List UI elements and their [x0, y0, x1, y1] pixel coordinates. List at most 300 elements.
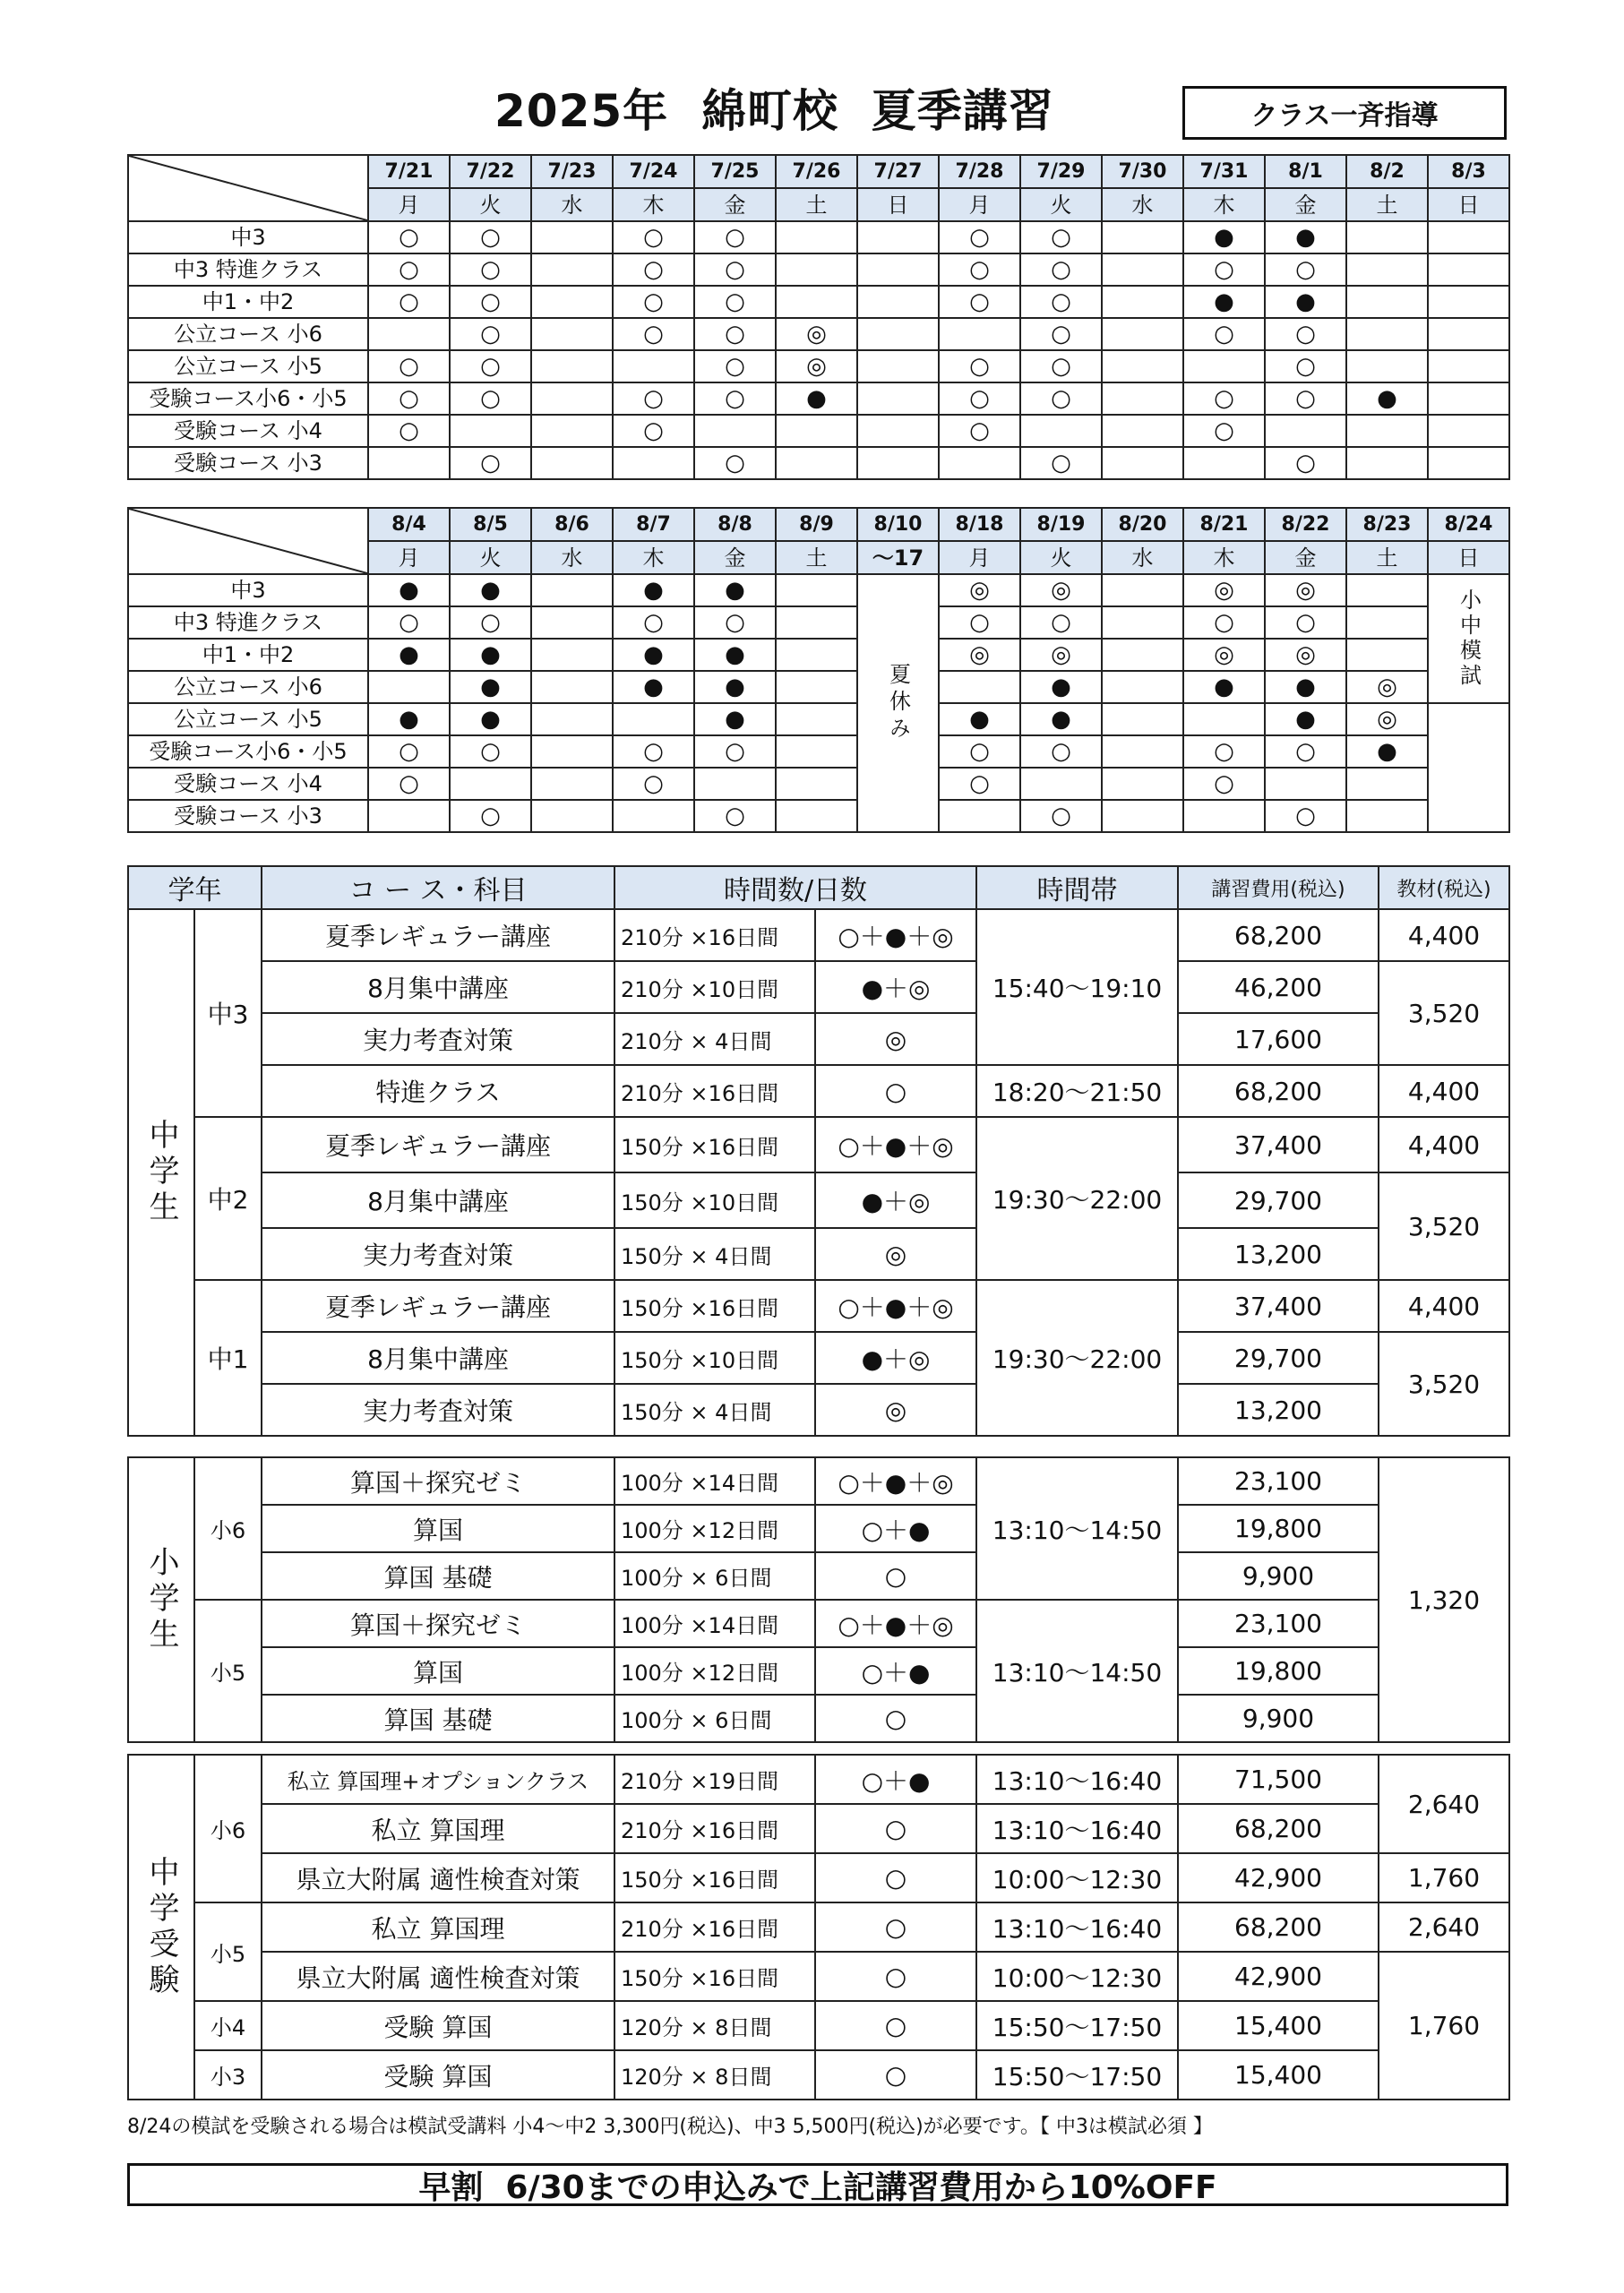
schedule-mark: ○ — [368, 415, 450, 447]
date-cell: 8/7 — [613, 508, 694, 541]
course-name: 算国＋探究ゼミ — [262, 1457, 614, 1505]
schedule-mark — [1428, 415, 1509, 447]
schedule-mark — [1102, 768, 1183, 800]
class-type-badge: クラス一斉指導 — [1182, 86, 1507, 140]
weekday-cell: 木 — [613, 188, 694, 221]
schedule-mark: ○ — [613, 221, 694, 253]
schedule-mark — [1346, 350, 1428, 382]
weekday-cell: 金 — [1265, 541, 1346, 574]
schedule-mark: ○ — [1020, 253, 1102, 286]
date-cell: 8/3 — [1428, 155, 1509, 188]
course-name: 算国 基礎 — [262, 1695, 614, 1742]
header-time: 時間帯 — [976, 866, 1178, 909]
schedule-mark — [368, 800, 450, 832]
schedule-mark — [857, 415, 939, 447]
schedule-mark — [1346, 639, 1428, 671]
schedule-mark — [1428, 447, 1509, 479]
date-cell: 8/20 — [1102, 508, 1183, 541]
schedule-mark — [1183, 350, 1265, 382]
course-combo: ○ — [815, 2050, 976, 2100]
weekday-cell: 火 — [1020, 541, 1102, 574]
course-table-elementary — [127, 1456, 1510, 1743]
schedule-mark: ○ — [368, 768, 450, 800]
course-combo: ●＋◎ — [815, 1332, 976, 1384]
course-hours: 150分 × 4日間 — [614, 1228, 815, 1280]
course-fee: 42,900 — [1178, 1952, 1379, 2001]
schedule-mark: ○ — [450, 447, 531, 479]
calendar-corner — [128, 155, 368, 221]
group-middle-school: 中学生 — [128, 909, 194, 1436]
schedule-mark: ○ — [1020, 606, 1102, 639]
schedule-mark: ○ — [450, 221, 531, 253]
course-time: 15:40～19:10 — [976, 909, 1178, 1065]
schedule-mark — [531, 286, 613, 318]
schedule-mark — [1428, 382, 1509, 415]
course-hours: 210分 ×16日間 — [614, 1804, 815, 1853]
schedule-mark: ○ — [694, 286, 776, 318]
course-fee: 23,100 — [1178, 1600, 1379, 1647]
row-label: 中3 特進クラス — [128, 253, 368, 286]
schedule-mark: ○ — [613, 318, 694, 350]
schedule-mark: ● — [1265, 286, 1346, 318]
schedule-mark — [1102, 447, 1183, 479]
schedule-mark — [531, 671, 613, 703]
date-cell: 7/24 — [613, 155, 694, 188]
schedule-mark: ◎ — [1346, 703, 1428, 735]
schedule-mark — [1428, 318, 1509, 350]
schedule-mark — [1102, 606, 1183, 639]
schedule-mark — [857, 350, 939, 382]
schedule-mark: ● — [1183, 221, 1265, 253]
schedule-mark — [939, 671, 1020, 703]
schedule-mark: ● — [1265, 671, 1346, 703]
course-name: 受験 算国 — [262, 2050, 614, 2100]
schedule-mark: ○ — [1265, 735, 1346, 768]
schedule-mark: ○ — [1020, 800, 1102, 832]
schedule-mark — [1102, 574, 1183, 606]
course-name: 実力考査対策 — [262, 1228, 614, 1280]
course-hours: 150分 ×16日間 — [614, 1853, 815, 1902]
schedule-mark — [1020, 768, 1102, 800]
weekday-cell: 日 — [857, 188, 939, 221]
course-table-exam — [127, 1754, 1510, 2100]
course-combo: ●＋◎ — [815, 1172, 976, 1228]
date-cell: 8/23 — [1346, 508, 1428, 541]
weekday-cell: 水 — [531, 541, 613, 574]
course-fee: 9,900 — [1178, 1695, 1379, 1742]
course-time: 13:10～14:50 — [976, 1457, 1178, 1600]
schedule-mark: ○ — [613, 415, 694, 447]
calendar-august — [127, 507, 1510, 833]
schedule-mark: ○ — [450, 350, 531, 382]
schedule-mark: ● — [450, 639, 531, 671]
schedule-mark: ● — [776, 382, 857, 415]
schedule-mark: ● — [1346, 735, 1428, 768]
schedule-mark — [776, 768, 857, 800]
schedule-mark: ● — [939, 703, 1020, 735]
schedule-mark — [1346, 221, 1428, 253]
schedule-mark: ○ — [1265, 447, 1346, 479]
course-name: 8月集中講座 — [262, 961, 614, 1013]
date-cell: 7/21 — [368, 155, 450, 188]
course-name: 算国 — [262, 1647, 614, 1695]
schedule-mark — [857, 253, 939, 286]
schedule-mark: ○ — [1183, 253, 1265, 286]
calendar-corner — [128, 508, 368, 574]
course-fee: 23,100 — [1178, 1457, 1379, 1505]
schedule-mark — [694, 768, 776, 800]
grade-label: 小6 — [194, 1755, 262, 1902]
schedule-mark — [1102, 350, 1183, 382]
schedule-mark — [1183, 703, 1265, 735]
schedule-mark: ○ — [450, 606, 531, 639]
schedule-mark: ○ — [613, 286, 694, 318]
schedule-mark: ○ — [368, 735, 450, 768]
date-cell: 7/31 — [1183, 155, 1265, 188]
course-name: 私立 算国理 — [262, 1902, 614, 1952]
date-cell: 7/25 — [694, 155, 776, 188]
course-hours: 210分 ×19日間 — [614, 1755, 815, 1804]
course-material: 1,760 — [1379, 1952, 1509, 2100]
course-name: 算国 — [262, 1505, 614, 1552]
schedule-mark: ○ — [1265, 382, 1346, 415]
grade-label: 小3 — [194, 2050, 262, 2100]
schedule-mark — [1346, 800, 1428, 832]
course-combo: ●＋◎ — [815, 961, 976, 1013]
weekday-cell: 日 — [1428, 188, 1509, 221]
course-combo: ○＋●＋◎ — [815, 909, 976, 961]
course-combo: ◎ — [815, 1384, 976, 1436]
course-hours: 100分 ×12日間 — [614, 1647, 815, 1695]
date-cell: 8/6 — [531, 508, 613, 541]
schedule-mark: ○ — [1020, 221, 1102, 253]
course-hours: 150分 ×16日間 — [614, 1952, 815, 2001]
schedule-mark: ○ — [1020, 350, 1102, 382]
schedule-mark — [939, 447, 1020, 479]
weekday-cell: 木 — [1183, 188, 1265, 221]
schedule-mark: ○ — [368, 606, 450, 639]
schedule-mark: ● — [1265, 221, 1346, 253]
course-fee: 29,700 — [1178, 1332, 1379, 1384]
schedule-mark: ○ — [1265, 800, 1346, 832]
date-cell: 7/27 — [857, 155, 939, 188]
schedule-mark: ○ — [939, 606, 1020, 639]
schedule-mark — [450, 768, 531, 800]
course-material: 2,640 — [1379, 1902, 1509, 1952]
group-exam: 中学受験 — [128, 1755, 194, 2100]
schedule-mark — [776, 415, 857, 447]
schedule-mark: ● — [1183, 286, 1265, 318]
schedule-mark — [776, 735, 857, 768]
schedule-mark — [776, 800, 857, 832]
course-fee: 13,200 — [1178, 1228, 1379, 1280]
weekday-cell: 木 — [613, 541, 694, 574]
course-combo: ○ — [815, 1552, 976, 1600]
weekday-cell: 木 — [1183, 541, 1265, 574]
weekday-cell: 火 — [450, 188, 531, 221]
weekday-cell: 金 — [1265, 188, 1346, 221]
schedule-mark — [613, 350, 694, 382]
schedule-mark: ● — [368, 639, 450, 671]
schedule-mark: ○ — [1020, 318, 1102, 350]
course-name: 特進クラス — [262, 1065, 614, 1117]
schedule-mark: ○ — [939, 221, 1020, 253]
course-name: 私立 算国理+オプションクラス — [262, 1755, 614, 1804]
course-hours: 210分 × 4日間 — [614, 1013, 815, 1065]
header-material: 教材(税込) — [1379, 866, 1509, 909]
course-combo: ○ — [815, 1695, 976, 1742]
course-material: 2,640 — [1379, 1755, 1509, 1853]
course-combo: ○＋●＋◎ — [815, 1117, 976, 1172]
course-fee: 71,500 — [1178, 1755, 1379, 1804]
schedule-mark — [531, 318, 613, 350]
schedule-mark — [1020, 415, 1102, 447]
course-fee: 19,800 — [1178, 1647, 1379, 1695]
course-fee: 46,200 — [1178, 961, 1379, 1013]
schedule-mark: ◎ — [939, 639, 1020, 671]
schedule-mark — [1428, 286, 1509, 318]
schedule-mark — [694, 415, 776, 447]
course-name: 私立 算国理 — [262, 1804, 614, 1853]
schedule-mark — [1346, 447, 1428, 479]
schedule-mark — [1102, 382, 1183, 415]
schedule-mark — [857, 286, 939, 318]
course-combo: ○ — [815, 1952, 976, 2001]
schedule-mark — [1428, 350, 1509, 382]
course-material: 4,400 — [1379, 1117, 1509, 1172]
grade-label: 中3 — [194, 909, 262, 1117]
course-fee: 68,200 — [1178, 1065, 1379, 1117]
course-combo: ○＋●＋◎ — [815, 1280, 976, 1332]
schedule-mark — [368, 318, 450, 350]
course-combo: ○＋● — [815, 1505, 976, 1552]
weekday-cell: 日 — [1428, 541, 1509, 574]
course-hours: 100分 ×14日間 — [614, 1600, 815, 1647]
schedule-mark — [1346, 415, 1428, 447]
course-hours: 150分 ×16日間 — [614, 1280, 815, 1332]
weekday-cell: ～17 — [857, 541, 939, 574]
course-material: 3,520 — [1379, 1172, 1509, 1280]
schedule-mark — [450, 415, 531, 447]
weekday-cell: 土 — [776, 541, 857, 574]
schedule-mark: ○ — [1183, 382, 1265, 415]
schedule-mark: ○ — [939, 253, 1020, 286]
schedule-mark — [1102, 800, 1183, 832]
date-cell: 8/8 — [694, 508, 776, 541]
course-time: 15:50～17:50 — [976, 2050, 1178, 2100]
schedule-mark — [531, 221, 613, 253]
row-label: 受験コース 小4 — [128, 415, 368, 447]
schedule-mark: ○ — [1183, 415, 1265, 447]
schedule-mark — [1346, 286, 1428, 318]
schedule-mark: ○ — [613, 253, 694, 286]
course-fee: 15,400 — [1178, 2001, 1379, 2050]
course-material: 1,320 — [1379, 1457, 1509, 1742]
schedule-mark: ○ — [450, 318, 531, 350]
schedule-mark — [1346, 253, 1428, 286]
schedule-mark: ○ — [694, 350, 776, 382]
schedule-mark: ○ — [939, 350, 1020, 382]
row-label: 中1・中2 — [128, 286, 368, 318]
grade-label: 小5 — [194, 1600, 262, 1742]
schedule-mark: ○ — [1265, 606, 1346, 639]
course-time: 13:10～14:50 — [976, 1600, 1178, 1742]
schedule-mark — [368, 671, 450, 703]
schedule-mark — [1346, 318, 1428, 350]
schedule-mark — [531, 447, 613, 479]
schedule-mark: ○ — [1265, 350, 1346, 382]
row-label: 公立コース 小6 — [128, 318, 368, 350]
course-material: 4,400 — [1379, 1065, 1509, 1117]
mock-exam-note: 8/24の模試を受験される場合は模試受講料 小4～中2 3,300円(税込)、中3 5,500円(税込)が必要です。【 中3は模試必須 】 — [127, 2116, 1213, 2138]
weekday-cell: 月 — [939, 188, 1020, 221]
grade-label: 小4 — [194, 2001, 262, 2050]
row-label: 公立コース 小6 — [128, 671, 368, 703]
course-name: 県立大附属 適性検査対策 — [262, 1853, 614, 1902]
grade-label: 中2 — [194, 1117, 262, 1280]
schedule-mark — [531, 703, 613, 735]
course-hours: 150分 × 4日間 — [614, 1384, 815, 1436]
course-name: 8月集中講座 — [262, 1172, 614, 1228]
schedule-mark: ○ — [1020, 286, 1102, 318]
group-elementary: 小学生 — [128, 1457, 194, 1742]
weekday-cell: 水 — [1102, 541, 1183, 574]
date-cell: 8/22 — [1265, 508, 1346, 541]
schedule-mark: ○ — [450, 253, 531, 286]
course-name: 算国＋探究ゼミ — [262, 1600, 614, 1647]
schedule-mark: ○ — [939, 768, 1020, 800]
grade-label: 中1 — [194, 1280, 262, 1436]
course-fee: 68,200 — [1178, 1804, 1379, 1853]
schedule-mark: ○ — [450, 735, 531, 768]
row-label: 中1・中2 — [128, 639, 368, 671]
course-time: 13:10～16:40 — [976, 1804, 1178, 1853]
schedule-mark — [776, 703, 857, 735]
course-hours: 210分 ×16日間 — [614, 909, 815, 961]
row-label: 中3 特進クラス — [128, 606, 368, 639]
schedule-mark: ○ — [1265, 253, 1346, 286]
schedule-mark — [531, 735, 613, 768]
schedule-mark: ◎ — [1183, 574, 1265, 606]
page-title: 2025年 綿町校 夏季講習 — [494, 85, 1054, 137]
date-cell: 7/28 — [939, 155, 1020, 188]
schedule-mark: ○ — [613, 606, 694, 639]
weekday-cell: 水 — [1102, 188, 1183, 221]
course-time: 13:10～16:40 — [976, 1755, 1178, 1804]
header-course: コ ー ス・科目 — [262, 866, 614, 909]
course-combo: ○ — [815, 2001, 976, 2050]
schedule-mark: ○ — [368, 221, 450, 253]
course-fee: 42,900 — [1178, 1853, 1379, 1902]
schedule-mark: ○ — [694, 318, 776, 350]
weekday-cell: 土 — [1346, 541, 1428, 574]
schedule-mark: ○ — [1183, 735, 1265, 768]
schedule-mark: ○ — [939, 382, 1020, 415]
course-hours: 210分 ×16日間 — [614, 1902, 815, 1952]
schedule-mark — [776, 286, 857, 318]
schedule-mark — [1102, 253, 1183, 286]
schedule-mark — [1102, 639, 1183, 671]
row-label: 受験コース 小3 — [128, 800, 368, 832]
course-name: 夏季レギュラー講座 — [262, 1280, 614, 1332]
schedule-mark: ○ — [1183, 318, 1265, 350]
course-hours: 100分 × 6日間 — [614, 1695, 815, 1742]
date-cell: 8/19 — [1020, 508, 1102, 541]
weekday-cell: 金 — [694, 541, 776, 574]
header-grade: 学年 — [128, 866, 262, 909]
schedule-mark — [531, 574, 613, 606]
schedule-mark: ● — [694, 639, 776, 671]
course-time: 19:30～22:00 — [976, 1117, 1178, 1280]
date-cell: 8/10 — [857, 508, 939, 541]
schedule-mark: ○ — [368, 286, 450, 318]
empty-cell — [1428, 703, 1509, 832]
row-label: 中3 — [128, 221, 368, 253]
schedule-mark — [531, 800, 613, 832]
schedule-mark: ● — [368, 703, 450, 735]
date-cell: 8/4 — [368, 508, 450, 541]
course-material: 3,520 — [1379, 961, 1509, 1065]
course-name: 8月集中講座 — [262, 1332, 614, 1384]
weekday-cell: 月 — [939, 541, 1020, 574]
course-combo: ○ — [815, 1065, 976, 1117]
schedule-mark: ○ — [368, 350, 450, 382]
schedule-mark — [776, 253, 857, 286]
schedule-mark — [939, 318, 1020, 350]
schedule-mark — [776, 606, 857, 639]
course-combo: ○＋● — [815, 1755, 976, 1804]
schedule-mark: ○ — [694, 606, 776, 639]
grade-label: 小5 — [194, 1902, 262, 2001]
weekday-cell: 火 — [1020, 188, 1102, 221]
schedule-mark: ○ — [450, 800, 531, 832]
schedule-mark: ○ — [1020, 735, 1102, 768]
course-fee: 29,700 — [1178, 1172, 1379, 1228]
course-name: 実力考査対策 — [262, 1013, 614, 1065]
calendar-july — [127, 154, 1510, 480]
schedule-mark: ○ — [450, 382, 531, 415]
schedule-mark — [531, 253, 613, 286]
schedule-mark: ◎ — [776, 350, 857, 382]
schedule-mark: ● — [450, 574, 531, 606]
date-cell: 8/24 — [1428, 508, 1509, 541]
schedule-mark: ● — [613, 639, 694, 671]
course-combo: ○＋●＋◎ — [815, 1600, 976, 1647]
weekday-cell: 土 — [1346, 188, 1428, 221]
course-name: 県立大附属 適性検査対策 — [262, 1952, 614, 2001]
row-label: 公立コース 小5 — [128, 703, 368, 735]
row-label: 受験コース 小4 — [128, 768, 368, 800]
schedule-mark: ○ — [939, 286, 1020, 318]
schedule-mark — [1346, 606, 1428, 639]
course-material: 4,400 — [1379, 909, 1509, 961]
schedule-mark: ◎ — [1183, 639, 1265, 671]
row-label: 受験コース小6・小5 — [128, 735, 368, 768]
schedule-mark — [1102, 671, 1183, 703]
date-cell: 7/23 — [531, 155, 613, 188]
diagonal-line — [129, 509, 367, 573]
course-name: 受験 算国 — [262, 2001, 614, 2050]
weekday-cell: 土 — [776, 188, 857, 221]
row-label: 中3 — [128, 574, 368, 606]
course-time: 13:10～16:40 — [976, 1902, 1178, 1952]
schedule-mark: ○ — [694, 253, 776, 286]
course-fee: 19,800 — [1178, 1505, 1379, 1552]
schedule-mark: ● — [1183, 671, 1265, 703]
schedule-mark — [776, 574, 857, 606]
schedule-mark: ● — [613, 574, 694, 606]
schedule-mark: ○ — [694, 735, 776, 768]
